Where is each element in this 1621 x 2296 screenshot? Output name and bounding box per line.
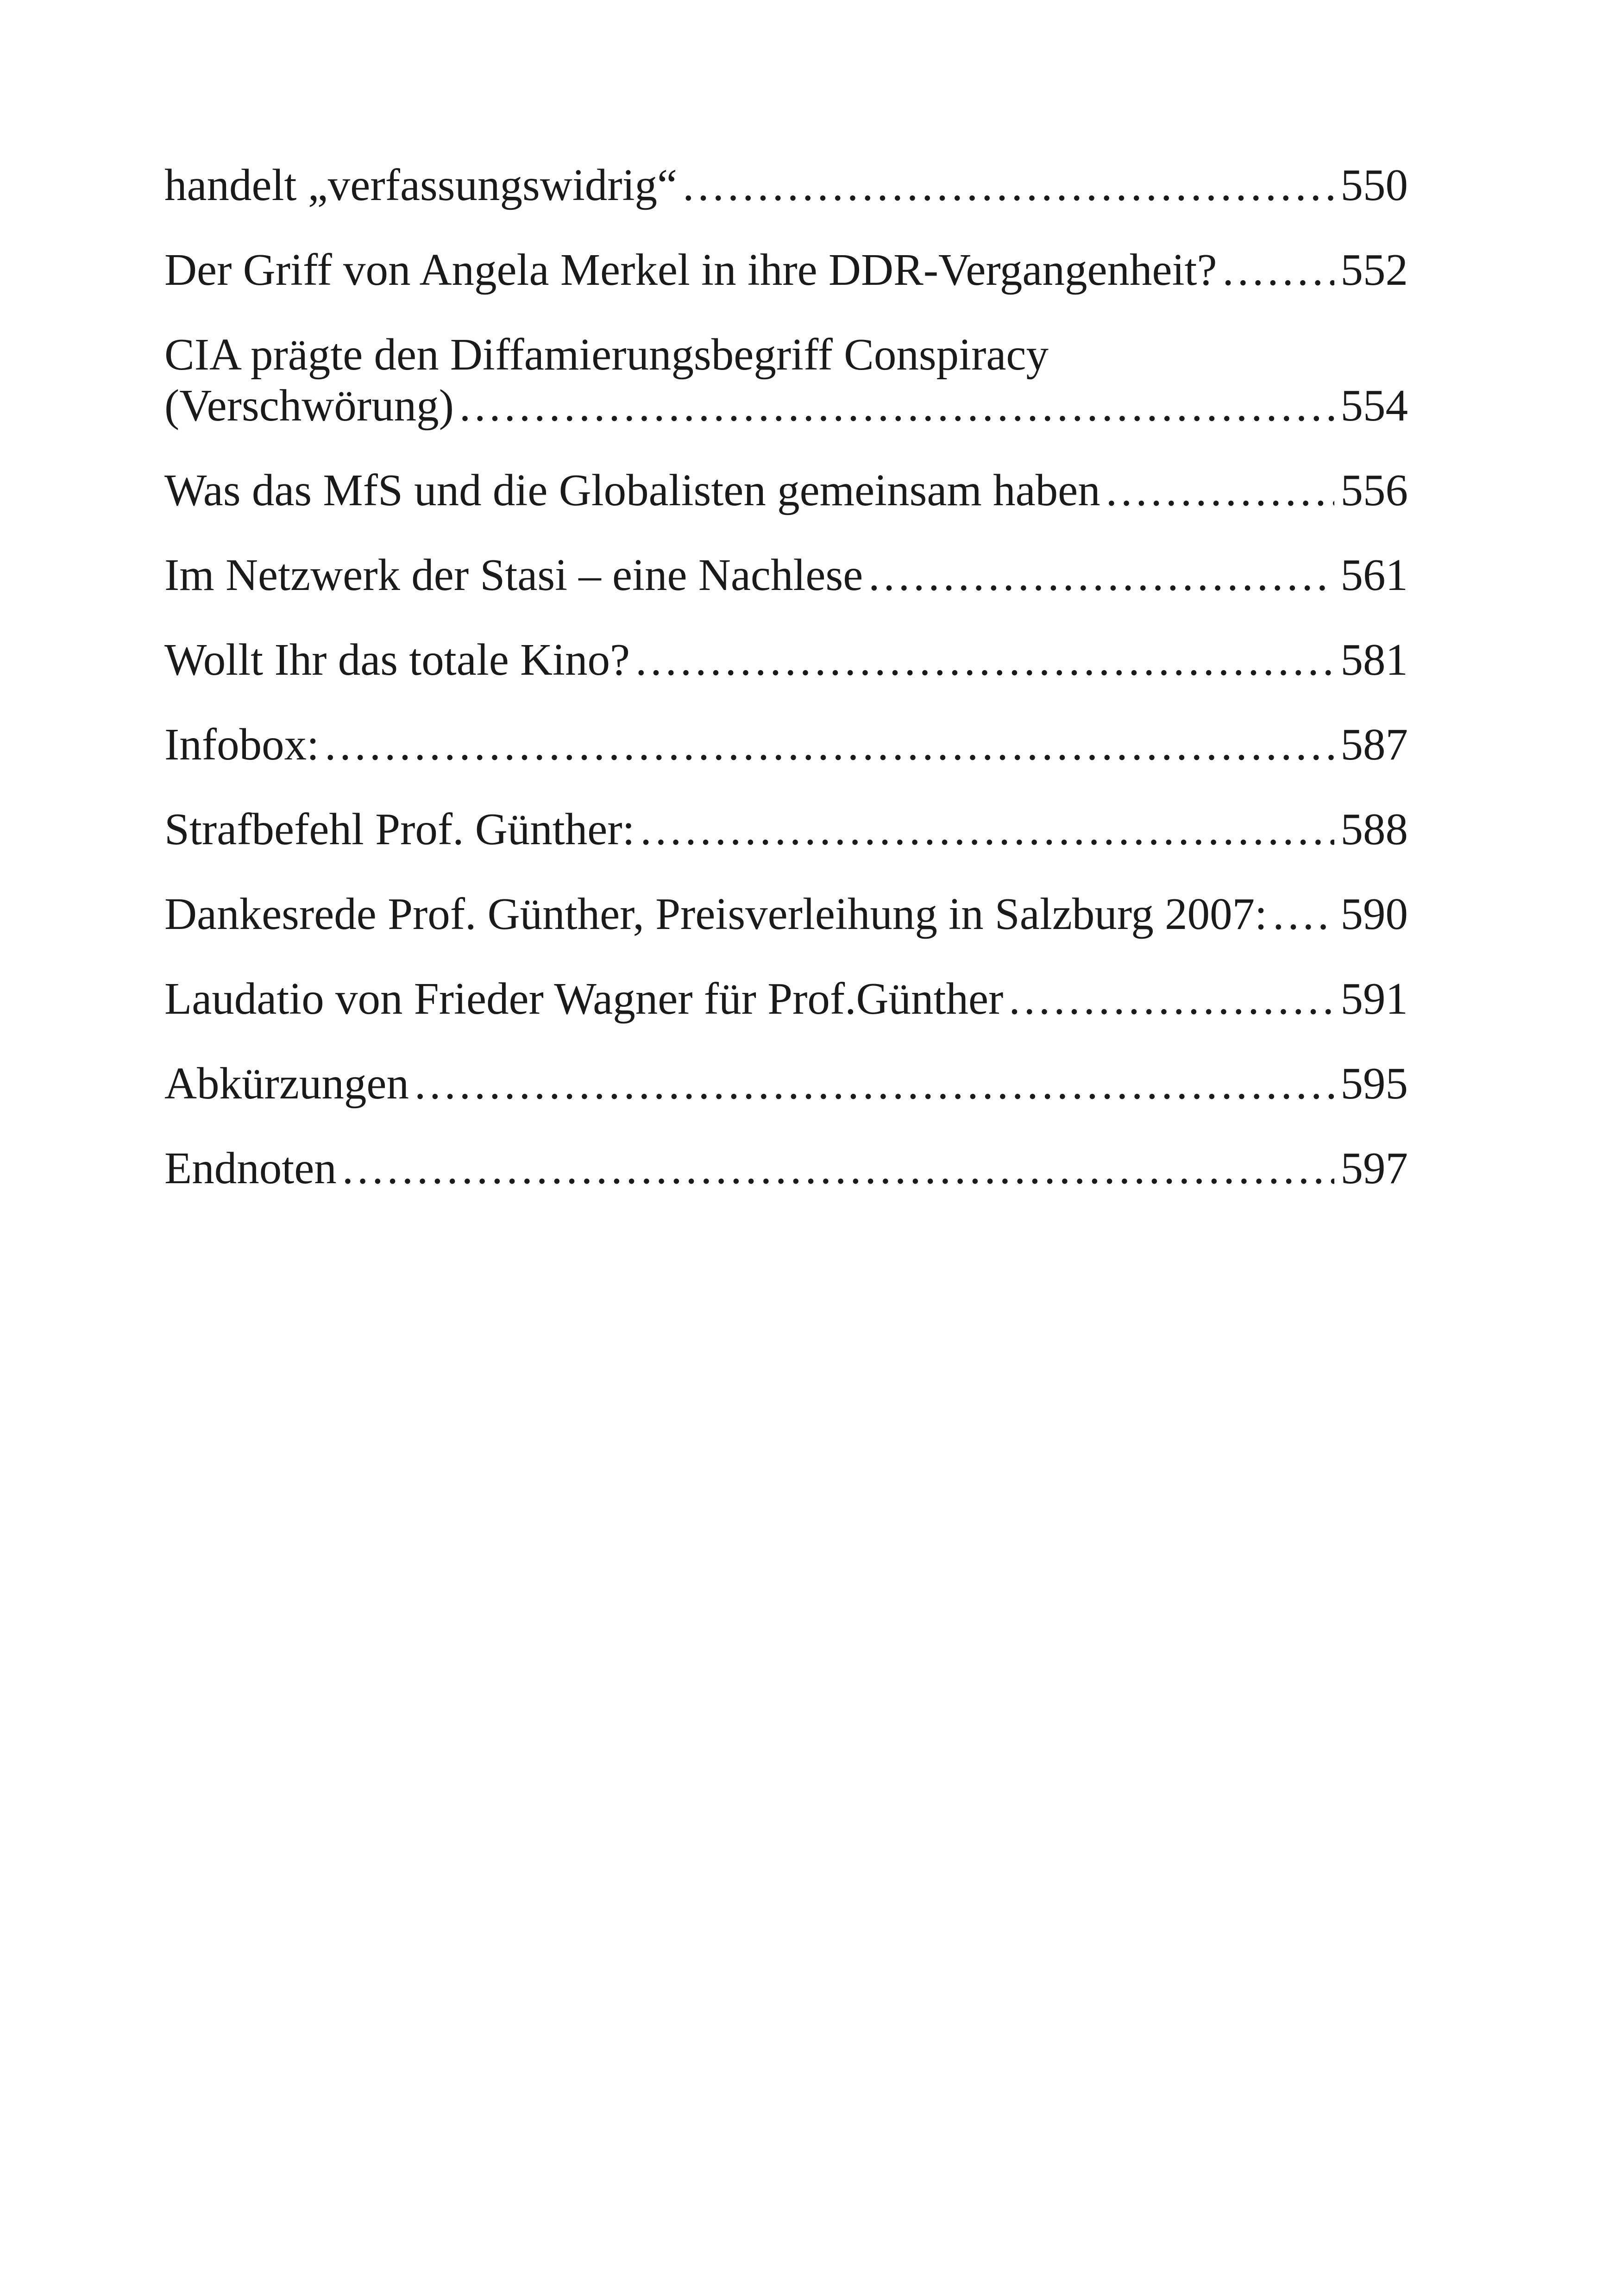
dot-leader bbox=[1223, 245, 1334, 295]
toc-entry-page: 556 bbox=[1340, 465, 1408, 515]
toc-entry-title: Der Griff von Angela Merkel in ihre DDR-Vergangenheit? bbox=[164, 245, 1217, 295]
toc-entry[interactable] bbox=[164, 719, 1408, 770]
toc-entry-page: 550 bbox=[1340, 160, 1408, 210]
toc-entry[interactable] bbox=[164, 804, 1408, 855]
toc-entry[interactable] bbox=[164, 973, 1408, 1024]
toc-entry-page: 588 bbox=[1340, 804, 1408, 854]
toc-entry-title: Laudatio von Frieder Wagner für Prof.Günther bbox=[164, 974, 1004, 1023]
toc-entry-title: (Verschwörung) bbox=[164, 381, 454, 430]
table-of-contents bbox=[164, 160, 1408, 1228]
toc-entry-page: 590 bbox=[1340, 889, 1408, 939]
toc-entry-title: Endnoten bbox=[164, 1143, 337, 1193]
toc-entry-title: Strafbefehl Prof. Günther: bbox=[164, 804, 635, 854]
dot-leader bbox=[641, 804, 1334, 855]
toc-entry[interactable] bbox=[164, 245, 1408, 295]
toc-entry[interactable] bbox=[164, 1058, 1408, 1109]
toc-entry-page: 552 bbox=[1340, 245, 1408, 295]
toc-entry-title: handelt „verfassungswidrig“ bbox=[164, 160, 678, 210]
toc-entry-title: Dankesrede Prof. Günther, Preisverleihung in Salzburg 2007: bbox=[164, 889, 1268, 939]
toc-entry[interactable] bbox=[164, 550, 1408, 601]
dot-leader bbox=[635, 634, 1334, 685]
toc-entry[interactable] bbox=[164, 1143, 1408, 1194]
toc-entry-page: 597 bbox=[1340, 1143, 1408, 1193]
toc-entry-title: Wollt Ihr das totale Kino? bbox=[164, 635, 630, 684]
dot-leader bbox=[415, 1058, 1334, 1109]
dot-leader bbox=[683, 160, 1334, 211]
toc-entry[interactable] bbox=[164, 329, 1408, 431]
toc-entry-title: Abkürzungen bbox=[164, 1059, 409, 1108]
toc-entry-page: 595 bbox=[1340, 1059, 1408, 1108]
toc-entry[interactable] bbox=[164, 634, 1408, 685]
toc-entry[interactable] bbox=[164, 160, 1408, 211]
dot-leader bbox=[1273, 889, 1334, 940]
dot-leader bbox=[1106, 465, 1334, 516]
toc-entry-page: 554 bbox=[1340, 381, 1408, 430]
dot-leader bbox=[1009, 973, 1334, 1024]
toc-entry-page: 587 bbox=[1340, 720, 1408, 769]
toc-entry-title: Was das MfS und die Globalisten gemeinsam haben bbox=[164, 465, 1100, 515]
toc-entry[interactable] bbox=[164, 465, 1408, 516]
toc-entry-page: 591 bbox=[1340, 974, 1408, 1023]
toc-entry[interactable] bbox=[164, 889, 1408, 940]
dot-leader bbox=[459, 380, 1334, 431]
toc-entry-title-line1: CIA prägte den Diffamierungsbegriff Conspiracy bbox=[164, 330, 1049, 379]
dot-leader bbox=[342, 1143, 1334, 1194]
toc-entry-page: 581 bbox=[1340, 635, 1408, 684]
toc-entry-title: Infobox: bbox=[164, 720, 320, 769]
dot-leader bbox=[325, 719, 1334, 770]
dot-leader bbox=[868, 550, 1334, 601]
toc-entry-page: 561 bbox=[1340, 550, 1408, 600]
toc-entry-title: Im Netzwerk der Stasi – eine Nachlese bbox=[164, 550, 863, 600]
